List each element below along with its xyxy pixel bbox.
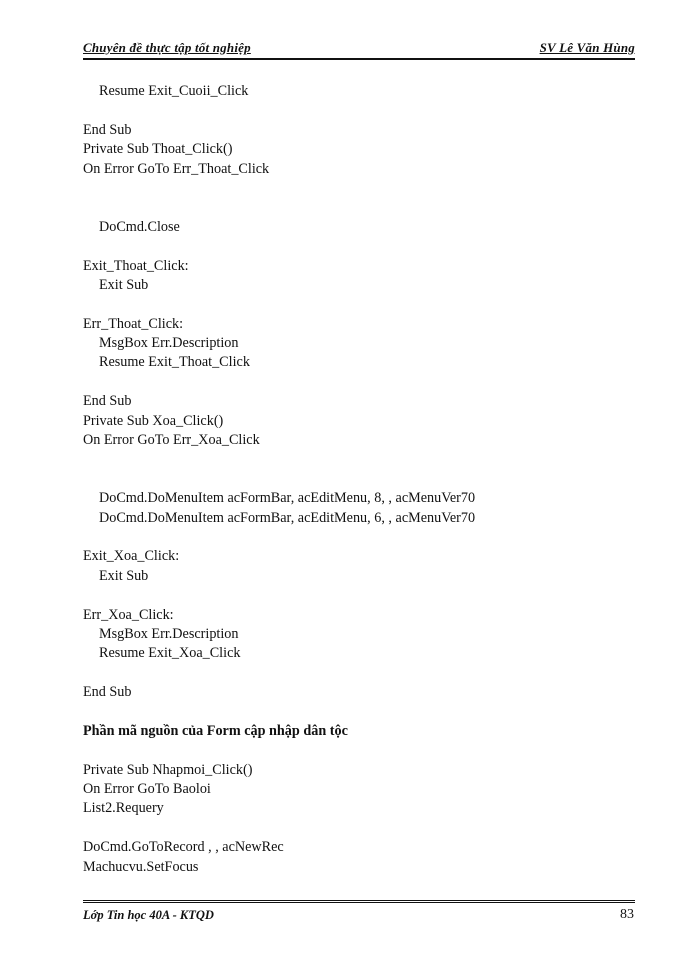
blank-line [83,741,643,760]
blank-line [83,703,643,722]
section-heading: Phần mã nguồn của Form cập nhập dân tộc [83,722,348,739]
code-line: Err_Thoat_Click: [83,315,184,332]
code-line: End Sub [83,121,132,138]
blank-line [83,819,643,838]
code-line: Private Sub Xoa_Click() [83,412,224,429]
blank-line [83,373,643,392]
code-line: MsgBox Err.Description [99,625,239,642]
code-line: Exit_Xoa_Click: [83,548,180,565]
header-rule [83,58,635,60]
footer-rule [83,900,635,903]
code-line: DoCmd.Close [99,218,180,235]
code-line: DoCmd.DoMenuItem acFormBar, acEditMenu, 6, , acMenuVer70 [99,509,476,526]
blank-line [83,198,643,217]
header-title: Chuyên đề thực tập tốt nghiệp [83,40,251,55]
blank-line [83,528,643,547]
blank-line [83,664,643,683]
code-listing [83,82,643,877]
page-number: 83 [620,907,634,922]
code-line: DoCmd.GoToRecord , , acNewRec [83,839,284,856]
code-line: Resume Exit_Thoat_Click [99,354,250,371]
blank-line [83,101,643,120]
code-line: End Sub [83,684,132,701]
code-line: Err_Xoa_Click: [83,606,174,623]
header-author: SV Lê Văn Hùng [539,40,635,55]
code-line: Exit Sub [99,567,149,584]
code-line: DoCmd.DoMenuItem acFormBar, acEditMenu, 8, , acMenuVer70 [99,490,476,507]
code-line: Resume Exit_Cuoii_Click [99,83,249,99]
blank-line [83,586,643,605]
code-line: MsgBox Err.Description [99,335,239,352]
footer-class: Lớp Tin học 40A - KTQD [83,908,214,922]
code-line: On Error GoTo Err_Xoa_Click [83,432,260,449]
blank-line [83,179,643,198]
code-line: On Error GoTo Baoloi [83,781,211,798]
code-line: List2.Requery [83,800,164,817]
code-line: Resume Exit_Xoa_Click [99,645,241,662]
code-line: Private Sub Nhapmoi_Click() [83,761,253,778]
blank-line [83,237,643,256]
blank-line [83,450,643,469]
code-line: End Sub [83,393,132,410]
code-line: On Error GoTo Err_Thoat_Click [83,160,270,177]
code-line: Private Sub Thoat_Click() [83,141,233,158]
code-line: Exit_Thoat_Click: [83,257,189,274]
page-header [83,40,635,60]
blank-line [83,295,643,314]
blank-line [83,470,643,489]
code-line: Machucvu.SetFocus [83,858,199,875]
code-line: Exit Sub [99,276,149,293]
